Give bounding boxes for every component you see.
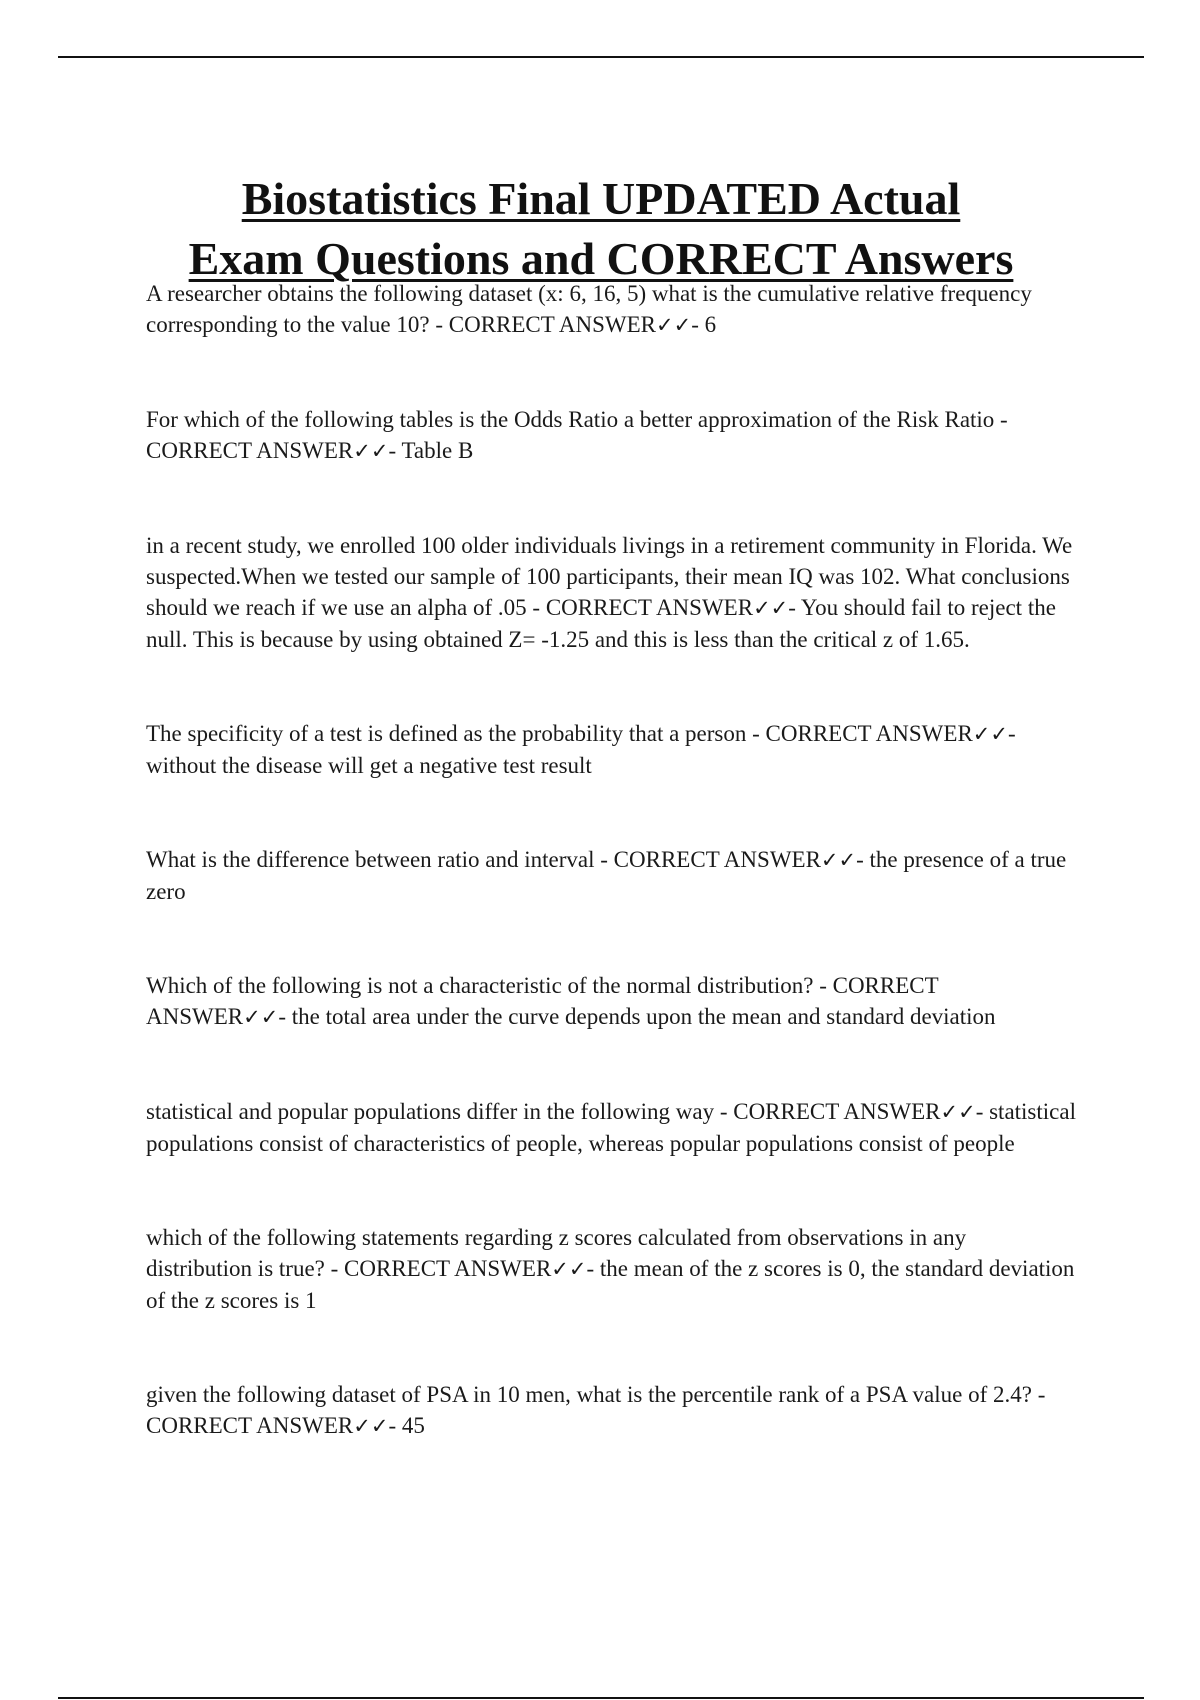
bottom-rule (58, 1697, 1144, 1699)
qa-item (146, 718, 1076, 781)
answer-marker: CORRECT ANSWER (344, 1256, 552, 1281)
answer-text: - the total area under the curve depends upon the mean and standard deviation (278, 1004, 996, 1029)
question-text: given the following dataset of PSA in 10 men, what is the percentile rank of a PSA value of 2.4? - (146, 1382, 1046, 1407)
answer-text: - Table B (388, 438, 474, 463)
answer-text: - 6 (691, 312, 717, 337)
qa-item (146, 970, 1076, 1033)
answer-text: - without the disease will get a negative test result (146, 721, 1016, 778)
answer-marker: CORRECT ANSWER (613, 847, 821, 872)
page-title (58, 169, 1144, 289)
answer-marker: CORRECT ANSWER (146, 438, 354, 463)
question-text: Which of the following is not a characteristic of the normal distribution? - (146, 973, 833, 998)
top-rule (58, 56, 1144, 58)
answer-marker: CORRECT ANSWER (448, 312, 656, 337)
qa-item (146, 844, 1076, 907)
title-line-2: Exam Questions and CORRECT Answers (188, 232, 1014, 284)
double-check-icon: ✓✓ (353, 1414, 389, 1438)
answer-marker: CORRECT ANSWER (765, 721, 973, 746)
qa-item (146, 530, 1076, 655)
question-text: The specificity of a test is defined as the probability that a person - (146, 721, 766, 746)
question-text: What is the difference between ratio and interval - (146, 847, 614, 872)
qa-list (146, 278, 1076, 1442)
double-check-icon: ✓✓ (243, 1005, 279, 1029)
double-check-icon: ✓✓ (820, 848, 857, 872)
double-check-icon: ✓✓ (353, 439, 389, 463)
answer-text: - the mean of the z scores is 0, the standard deviation of the z scores is 1 (146, 1256, 1075, 1313)
answer-marker: CORRECT ANSWER (146, 973, 939, 1029)
qa-item (146, 404, 1076, 467)
double-check-icon: ✓✓ (940, 1100, 976, 1124)
answer-text: - statistical populations consist of characteristics of people, whereas popular populations consist of people (146, 1099, 1076, 1156)
answer-text: - the presence of a true zero (146, 847, 1067, 904)
title-line-1: Biostatistics Final UPDATED Actual (241, 172, 961, 224)
answer-text: - 45 (388, 1413, 425, 1438)
double-check-icon: ✓✓ (656, 313, 692, 337)
answer-text: - You should fail to reject the null. This is because by using obtained Z= -1.25 and this is less than the critical z of 1.65. (146, 595, 1056, 652)
qa-item (146, 1222, 1076, 1316)
question-text: A researcher obtains the following dataset (x: 6, 16, 5) what is the cumulative relative frequency corresponding to the value 10? - (146, 281, 1032, 337)
double-check-icon: ✓✓ (972, 722, 1008, 746)
question-text: in a recent study, we enrolled 100 older individuals livings in a retirement community in Florida. We suspected.When we tested our sample of 100 participants, their mean IQ was 102. What conclusions should we reach if we use an alpha of .05 - (146, 533, 1073, 620)
question-text: which of the following statements regarding z scores calculated from observations in any distribution is true? - (146, 1225, 967, 1281)
answer-marker: CORRECT ANSWER (545, 595, 754, 620)
qa-item (146, 1096, 1076, 1159)
qa-item (146, 278, 1076, 341)
double-check-icon: ✓✓ (551, 1257, 587, 1281)
answer-marker: CORRECT ANSWER (733, 1099, 941, 1124)
question-text: For which of the following tables is the Odds Ratio a better approximation of the Risk Ratio - (146, 407, 1008, 432)
double-check-icon: ✓✓ (753, 596, 789, 620)
question-text: statistical and popular populations differ in the following way - (146, 1099, 734, 1124)
answer-marker: CORRECT ANSWER (146, 1413, 354, 1438)
qa-item (146, 1379, 1076, 1442)
